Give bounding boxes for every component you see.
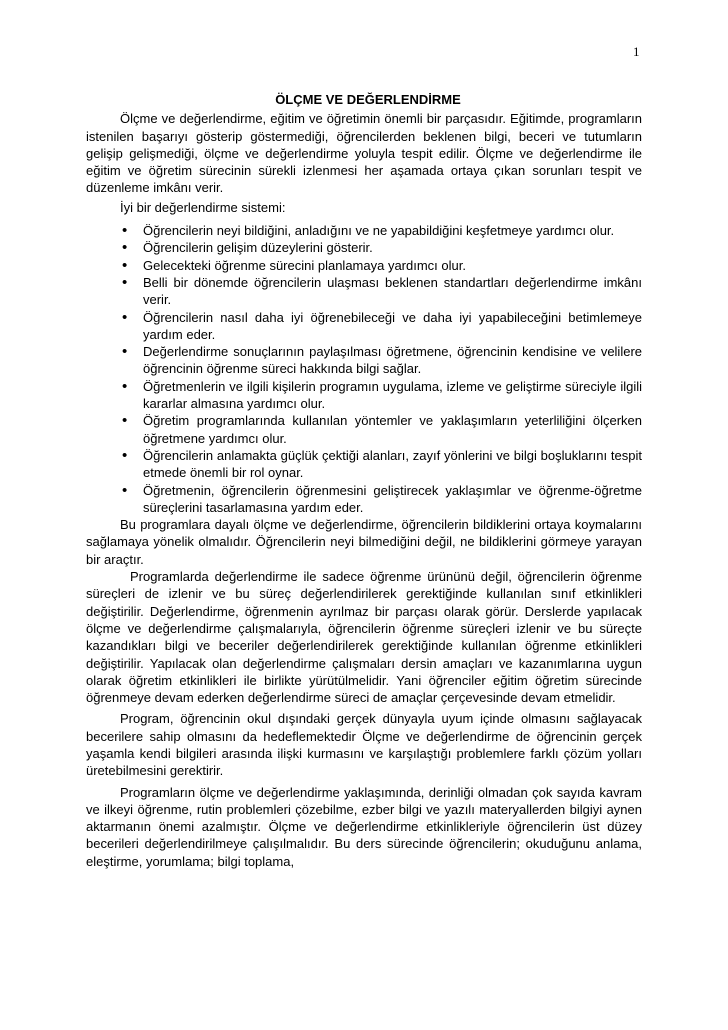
document-body (86, 91, 642, 870)
evaluation-bullet-list (86, 222, 642, 516)
body-paragraph: Program, öğrencinin okul dışındaki gerçek dünyayla uyum içinde olmasını sağlayacak becerilere sahip olmasını da hedeflemektedir Ölçme ve değerlendirme de öğrencinin gerçek yaşamla kendi bilgileri arasında ilişki kurmasını ve karşılaştığı problemlere farklı çözüm yolları üretebilmesini gerektirir. (86, 711, 642, 779)
page-title: ÖLÇME VE DEĞERLENDİRME (275, 92, 461, 107)
list-item: • Öğretim programlarında kullanılan yöntemler ve yaklaşımların yeterliliğini ölçerken öğretmene yardımcı olur. (143, 412, 642, 447)
page-number: 1 (633, 44, 640, 59)
body-paragraph: Programların ölçme ve değerlendirme yaklaşımında, derinliği olmadan çok sayıda kavram ve ilkeyi öğrenme, rutin problemleri çözebilme, ezber bilgi ve yazılı materyallerden bilgiyi aynen aktarmanın önemi azalmıştır. Ölçme ve değerlendirme etkinlikleriyle öğrencilerin üst düzey becerileri değerlendirilmeye çalışılmalıdır. Bu ders sürecinde öğrencilerin; okuduğunu anlama, eleştirme, yorumlama; bilgi toplama, (86, 784, 642, 869)
list-item: • Öğrencilerin anlamakta güçlük çektiği alanları, zayıf yönlerini ve bilgi boşluklarını tespit etmede önemli bir rol oynar. (143, 447, 642, 482)
body-paragraph: Bu programlara dayalı ölçme ve değerlendirme, öğrencilerin bildiklerini ortaya koymalarını sağlamaya yönelik olmalıdır. Öğrencilerin neyi bilmediğini değil, ne bildiklerini görmeye yarayan bir araçtır. (86, 517, 642, 567)
intro-paragraph: Ölçme ve değerlendirme, eğitim ve öğretimin önemli bir parçasıdır. Eğitimde, programların istenilen başarıyı gösterip göstermediği, öğrencilerden beklenen bilgi, beceri ve tutumların gelişip gelişmediği, ölçme ve değerlendirme yoluyla tespit edilir. Ölçme ve değerlendirme ile eğitim ve öğretim sürecinin sürekli izlenmesi her aşamada ortaya çıkan sorunları tespit ve düzenleme imkânı verir. (86, 111, 642, 196)
list-item: • Gelecekteki öğrenme sürecini planlamaya yardımcı olur. (143, 257, 642, 274)
list-item: • Öğrencilerin gelişim düzeylerini gösterir. (143, 239, 642, 256)
list-item: • Öğrencilerin nasıl daha iyi öğrenebileceği ve daha iyi yapabileceğini betimlemeye yardım eder. (143, 309, 642, 344)
list-lead: İyi bir değerlendirme sistemi: (120, 199, 286, 215)
list-item: • Öğretmenlerin ve ilgili kişilerin programın uygulama, izleme ve geliştirme süreciyle ilgili kararlar almasına yardımcı olur. (143, 378, 642, 413)
list-item: • Öğretmenin, öğrencilerin öğrenmesini geliştirecek yaklaşımlar ve öğrenme-öğretme süreçlerini tasarlamasına yardım eder. (143, 482, 642, 517)
list-item: • Değerlendirme sonuçlarının paylaşılması öğretmene, öğrencinin kendisine ve velilere öğrencinin öğrenme süreci hakkında bilgi sağlar. (143, 343, 642, 378)
list-item: • Belli bir dönemde öğrencilerin ulaşması beklenen standartları değerlendirme imkânı verir. (143, 274, 642, 309)
body-paragraph: Programlarda değerlendirme ile sadece öğrenme ürününü değil, öğrencilerin öğrenme süreçleri de izlenir ve bu süreç değerlendirilerek gerektiğinde kullanılan sınıf etkinlikleri değiştirilir. Değerlendirme, öğrenmenin ayrılmaz bir parçası olarak görür. Derslerde yapılacak ölçme ve değerlendirme çalışmalarıyla, öğrencilerin öğrenme süreçleri izlenir ve bu süreçte kazandıkları bilgi ve beceriler değerlendirilerek gerektiğinde kullanılan öğrenme etkinlikleri değiştirilir. Yapılacak olan değerlendirme çalışmaları dersin amaçları ve kazanımlarına uygun olarak öğretim etkinlikleri ile birlikte yürütülmelidir. Yani öğrenciler eğitim öğretim sürecinde öğrenmeye devam ederken değerlendirme süreci de amaçlar çerçevesinde devam etmelidir. (86, 569, 642, 706)
list-item: • Öğrencilerin neyi bildiğini, anladığını ve ne yapabildiğini keşfetmeye yardımcı olur. (143, 222, 642, 239)
